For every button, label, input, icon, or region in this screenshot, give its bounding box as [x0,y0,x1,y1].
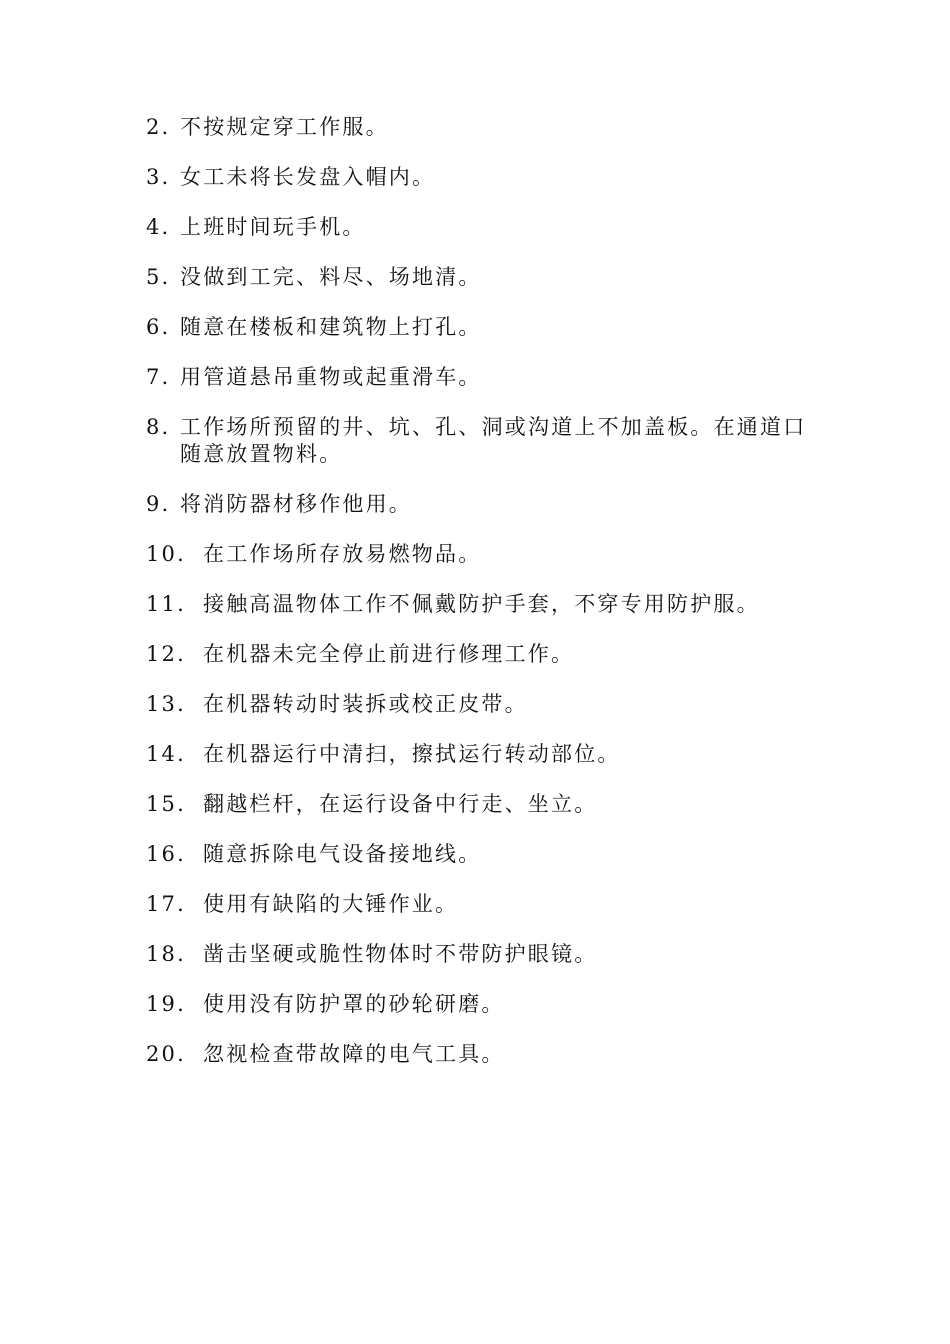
list-item [146,364,826,391]
item-number: 12. [146,642,186,666]
item-number: 18. [146,942,186,966]
list-item [146,591,826,618]
item-text: 在机器运行中清扫，擦拭运行转动部位。 [203,742,621,766]
list-item [146,991,826,1018]
item-text: 翻越栏杆，在运行设备中行走、坐立。 [203,792,598,816]
list-item [146,214,826,241]
list-item [146,641,826,668]
item-number: 16. [146,842,186,866]
item-text: 忽视检查带故障的电气工具。 [203,1042,505,1066]
item-number: 13. [146,692,186,716]
item-text: 女工未将长发盘入帽内。 [180,165,436,189]
list-item [146,691,826,718]
item-text: 接触高温物体工作不佩戴防护手套，不穿专用防护服。 [203,592,760,616]
list-item [146,314,826,341]
list-item [146,414,826,468]
list-item [146,841,826,868]
violation-list [146,114,826,1091]
list-item [146,164,826,191]
item-text: 工作场所预留的井、坑、孔、洞或沟道上不加盖板。在通道口随意放置物料。 [180,415,807,466]
list-item [146,791,826,818]
item-text: 在工作场所存放易燃物品。 [203,542,482,566]
item-text: 在机器转动时装拆或校正皮带。 [203,692,528,716]
list-item [146,541,826,568]
item-text: 不按规定穿工作服。 [180,115,389,139]
item-number: 8. [146,415,171,439]
item-number: 3. [146,165,171,189]
item-number: 15. [146,792,186,816]
item-number: 19. [146,992,186,1016]
list-item [146,891,826,918]
list-item [146,1041,826,1068]
item-text: 随意在楼板和建筑物上打孔。 [180,315,482,339]
item-number: 10. [146,542,186,566]
list-item [146,491,826,518]
item-number: 6. [146,315,171,339]
item-number: 14. [146,742,186,766]
item-text: 将消防器材移作他用。 [180,492,412,516]
item-number: 11. [146,592,186,616]
item-text: 用管道悬吊重物或起重滑车。 [180,365,482,389]
item-number: 5. [146,265,171,289]
item-text: 使用有缺陷的大锤作业。 [203,892,459,916]
item-number: 9. [146,492,171,516]
list-item [146,741,826,768]
item-text: 在机器未完全停止前进行修理工作。 [203,642,575,666]
item-number: 7. [146,365,171,389]
item-number: 17. [146,892,186,916]
list-item [146,114,826,141]
item-text: 凿击坚硬或脆性物体时不带防护眼镜。 [203,942,598,966]
item-text: 使用没有防护罩的砂轮研磨。 [203,992,505,1016]
item-text: 随意拆除电气设备接地线。 [203,842,482,866]
list-item [146,264,826,291]
item-number: 4. [146,215,171,239]
item-text: 没做到工完、料尽、场地清。 [180,265,482,289]
item-number: 20. [146,1042,186,1066]
item-text: 上班时间玩手机。 [180,215,366,239]
list-item [146,941,826,968]
item-number: 2. [146,115,171,139]
